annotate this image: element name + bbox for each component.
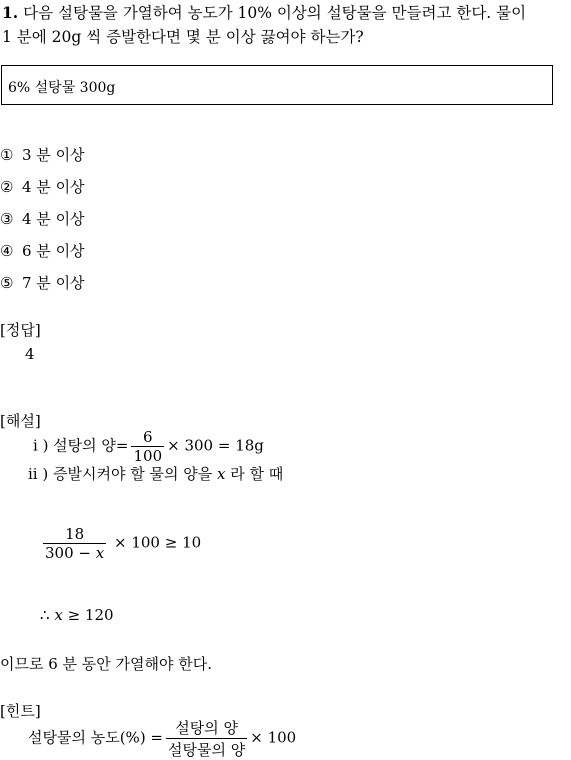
step1-suffix: × 300 = 18g: [167, 436, 264, 455]
step1-frac-num: 6: [143, 428, 153, 446]
question-text-1: 다음 설탕물을 가열하여 농도가 10% 이상의 설탕물을 만들려고 한다. 물이: [23, 4, 527, 22]
step1-frac-den: 100: [133, 447, 163, 465]
answer-value: 4: [25, 345, 35, 363]
therefore-symbol: ∴: [40, 606, 50, 624]
inequality-frac-num: 18: [65, 525, 85, 543]
inequality-den-text: 300 −: [45, 544, 96, 562]
choice-3[interactable]: [0, 208, 85, 229]
inequality-den-var: x: [95, 544, 105, 562]
choice-mark: ④: [0, 242, 14, 260]
choice-2[interactable]: [0, 176, 85, 197]
choice-mark: ⑤: [0, 274, 14, 292]
question-line-1: [2, 0, 526, 26]
solution-step-1: [33, 428, 264, 465]
solution-inequality: [40, 525, 201, 562]
question-number: 1.: [2, 3, 19, 22]
therefore-variable: x: [54, 606, 63, 624]
inequality-frac-den: [43, 543, 106, 562]
inequality-suffix: × 100 ≥ 10: [114, 533, 202, 552]
answer-label: [정답]: [0, 321, 41, 339]
solution-step-2: [28, 463, 283, 484]
question-text-2: 1 분에 20g 씩 증발한다면 몇 분 이상 끓여야 하는가?: [2, 28, 364, 46]
choice-text: 7 분 이상: [22, 274, 85, 292]
choice-1[interactable]: [0, 144, 85, 165]
solution-therefore: [40, 606, 114, 624]
choice-4[interactable]: [0, 240, 85, 261]
hint-lhs: 설탕물의 농도(%) =: [28, 728, 164, 747]
choice-text: 4 분 이상: [22, 210, 85, 228]
hint-suffix: × 100: [250, 728, 297, 747]
hint-fraction: [166, 717, 247, 760]
choice-5[interactable]: [0, 272, 85, 293]
choice-text: 3 분 이상: [22, 146, 85, 164]
step1-prefix: i ) 설탕의 양=: [33, 436, 129, 455]
hint-label: [힌트]: [0, 702, 41, 720]
step2-prefix: ii ) 증발시켜야 할 물의 양을: [28, 465, 213, 483]
given-condition-text: 6% 설탕물 300g: [8, 80, 116, 96]
choice-mark: ①: [0, 146, 14, 164]
solution-conclusion: 이므로 6 분 동안 가열해야 한다.: [0, 655, 213, 673]
given-condition-box: [1, 65, 553, 105]
choice-text: 4 분 이상: [22, 178, 85, 196]
therefore-result: ≥ 120: [67, 606, 114, 624]
solution-label: [해설]: [0, 412, 41, 430]
step2-suffix: 라 할 때: [230, 465, 284, 483]
step1-fraction: [131, 428, 164, 465]
inequality-fraction: [43, 525, 106, 562]
step2-variable: x: [216, 465, 226, 483]
choice-mark: ③: [0, 210, 14, 228]
hint-formula: [28, 717, 296, 760]
choice-mark: ②: [0, 178, 14, 196]
hint-frac-den: 설탕물의 양: [166, 738, 247, 760]
hint-frac-num: 설탕의 양: [175, 719, 238, 737]
choice-text: 6 분 이상: [22, 242, 85, 260]
